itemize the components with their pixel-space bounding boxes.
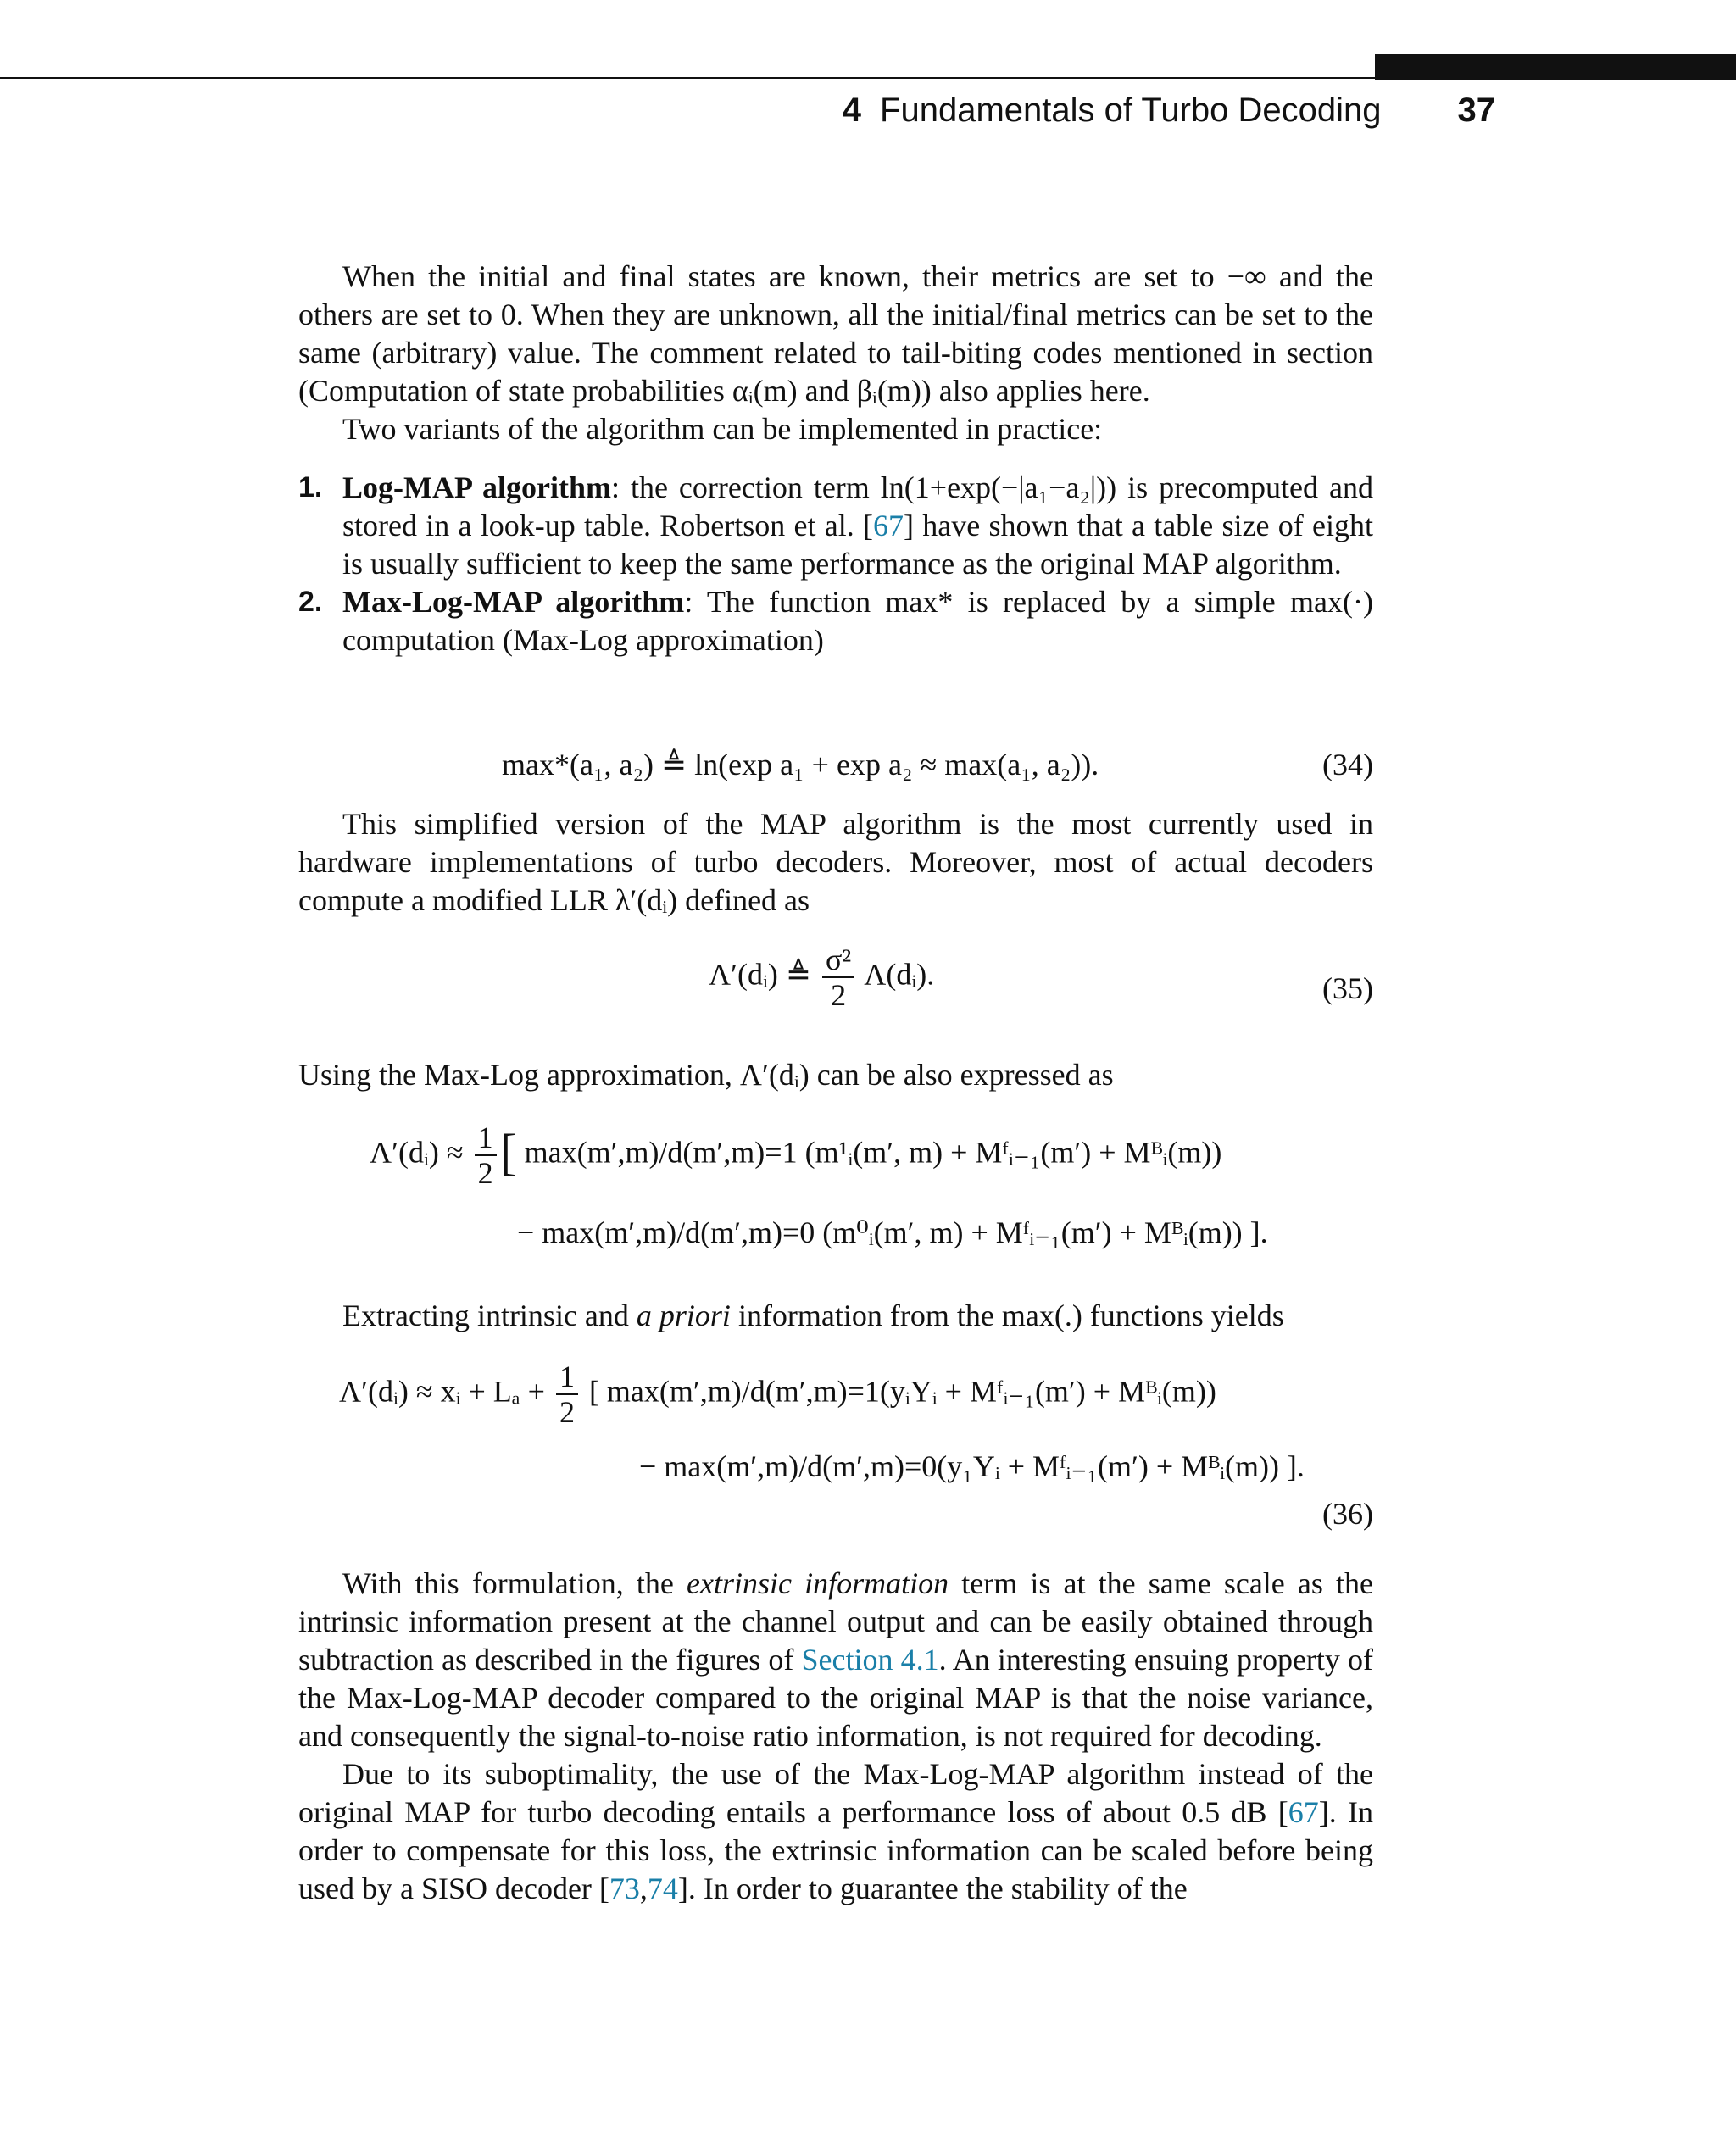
text-run: Extracting intrinsic and (342, 1299, 637, 1332)
emphasis: extrinsic information (687, 1566, 949, 1600)
paragraph-initial-states: When the initial and final states are known, their metrics are set to −∞ and the others are set to 0. When they are unknown, all the initial/final metrics can be set to the same (arbitrary) value. The comment related to tail-biting codes mentioned in section (Computation of state probabilities αᵢ(m) and βᵢ(m)) also applies here. (298, 259, 1373, 408)
text-run: ]. In order to guarantee the stability of the (677, 1871, 1188, 1905)
chapter-number: 4 (842, 92, 862, 129)
citation-link[interactable]: 74 (647, 1871, 678, 1905)
equation-term: [ max(m′,m)/d(m′,m)=1(yᵢYᵢ + Mᶠᵢ₋₁(m′) + Mᴮᵢ(m)) (588, 1374, 1216, 1409)
list-item-text: : The function max* is replaced by a simple max(·) computation (Max-Log approximation) (342, 585, 1373, 657)
fraction-numerator: 1 (475, 1121, 497, 1156)
equation-term: max(m′,m)/d(m′,m)=1 (m¹ᵢ(m′, m) + Mᶠᵢ₋₁(m′) + Mᴮᵢ(m)) (524, 1135, 1222, 1170)
paragraph-block (298, 1056, 1373, 1094)
running-head (843, 92, 1495, 130)
section-link[interactable]: Section 4.1 (801, 1643, 939, 1677)
intro-block (298, 258, 1373, 659)
text-run: term is at the same scale as the intrinsic information present at the channel output and can be easily obtained through subtraction as described in the figures of (298, 1566, 1374, 1677)
paragraph-simplified: This simplified version of the MAP algorithm is the most currently used in hardware implementations of turbo decoders. Moreover, most of actual decoders compute a modified LLR λ′(dᵢ) defined as (298, 807, 1373, 917)
list-item-text: ] have shown that a table size of eight is usually sufficient to keep the same performance as the original MAP algorithm. (342, 509, 1373, 581)
equation-lhs: Λ′(dᵢ) ≈ (370, 1135, 464, 1170)
equation-approx (298, 1121, 1373, 1273)
fraction (822, 943, 854, 1012)
header-bar (1375, 54, 1736, 80)
equation-35 (298, 943, 1373, 1044)
equation-lhs: Λ′(dᵢ) ≜ (709, 957, 812, 992)
citation-link[interactable]: 67 (1288, 1795, 1319, 1829)
list-item-title: Max-Log-MAP algorithm (342, 585, 685, 619)
list-number: 2. (298, 586, 323, 618)
equation-number: (36) (1322, 1497, 1373, 1531)
equation-body: max*(a₁, a₂) ≜ ln(exp a₁ + exp a₂ ≈ max(a₁, a₂)). (502, 748, 1099, 781)
equation-number: (34) (1322, 748, 1373, 781)
closing-block (298, 1565, 1373, 1908)
list-number: 1. (298, 471, 323, 503)
equation-lhs: Λ′(dᵢ) ≈ xᵢ + Lₐ + (339, 1374, 545, 1409)
fraction (556, 1360, 578, 1429)
paragraph-suboptimality (298, 1755, 1373, 1908)
equation-36 (298, 1360, 1373, 1538)
list-item (298, 469, 1373, 583)
fraction-numerator: σ² (822, 943, 854, 978)
equation-rhs: Λ(dᵢ). (864, 957, 935, 992)
list-item-title: Log-MAP algorithm (342, 470, 611, 504)
paragraph-extracting (298, 1297, 1373, 1335)
text-run: information from the max(.) functions yields (730, 1299, 1284, 1332)
algorithm-list (298, 469, 1373, 659)
text-run: . An interesting ensuing property of the Max-Log-MAP decoder compared to the original MAP is that the noise variance, and consequently the signal-to-noise ratio information, is not required for decoding. (298, 1643, 1374, 1753)
fraction-denominator: 2 (477, 1156, 493, 1190)
page-number: 37 (1457, 92, 1495, 129)
fraction-numerator: 1 (556, 1360, 578, 1395)
equation-line-1 (370, 1121, 1221, 1190)
paragraph-two-variants: Two variants of the algorithm can be implemented in practice: (342, 412, 1103, 446)
list-item (298, 583, 1373, 659)
text-run: ]. In order to compensate for this loss, the extrinsic information can be scaled before being used by a SISO decoder [ (298, 1795, 1373, 1905)
equation-line-2: − max(m′,m)/d(m′,m)=0 (m⁰ᵢ(m′, m) + Mᶠᵢ₋₁(m′) + Mᴮᵢ(m)) ]. (517, 1215, 1268, 1249)
fraction (475, 1121, 497, 1190)
list-item-text: : the correction term ln(1+exp(−|a₁−a₂|)) is precomputed and stored in a look-up table. Robertson et al. [ (342, 470, 1373, 542)
equation-number: (35) (1322, 971, 1373, 1005)
chapter-title: Fundamentals of Turbo Decoding (880, 92, 1382, 129)
text-run: With this formulation, the (342, 1566, 687, 1600)
bracket: [ (499, 1124, 517, 1181)
paragraph-max-log: Using the Max-Log approximation, Λ′(dᵢ) can be also expressed as (298, 1058, 1114, 1092)
paragraph-block (298, 805, 1373, 920)
text-run: , (639, 1871, 648, 1905)
text-run: Due to its suboptimality, the use of the Max-Log-MAP algorithm instead of the original MAP for turbo decoding entails a performance loss of about 0.5 dB [ (298, 1757, 1373, 1829)
citation-link[interactable]: 67 (873, 509, 904, 542)
equation-line-1 (339, 1360, 1216, 1429)
citation-link[interactable]: 73 (609, 1871, 640, 1905)
paragraph-block (298, 1297, 1373, 1335)
equation-body (709, 943, 934, 1012)
fraction-denominator: 2 (559, 1395, 575, 1429)
equation-line-2: − max(m′,m)/d(m′,m)=0(y₁Yᵢ + Mᶠᵢ₋₁(m′) + Mᴮᵢ(m)) ]. (639, 1449, 1305, 1483)
paragraph-formulation (298, 1565, 1373, 1755)
fraction-denominator: 2 (831, 978, 847, 1012)
emphasis: a priori (636, 1299, 731, 1332)
